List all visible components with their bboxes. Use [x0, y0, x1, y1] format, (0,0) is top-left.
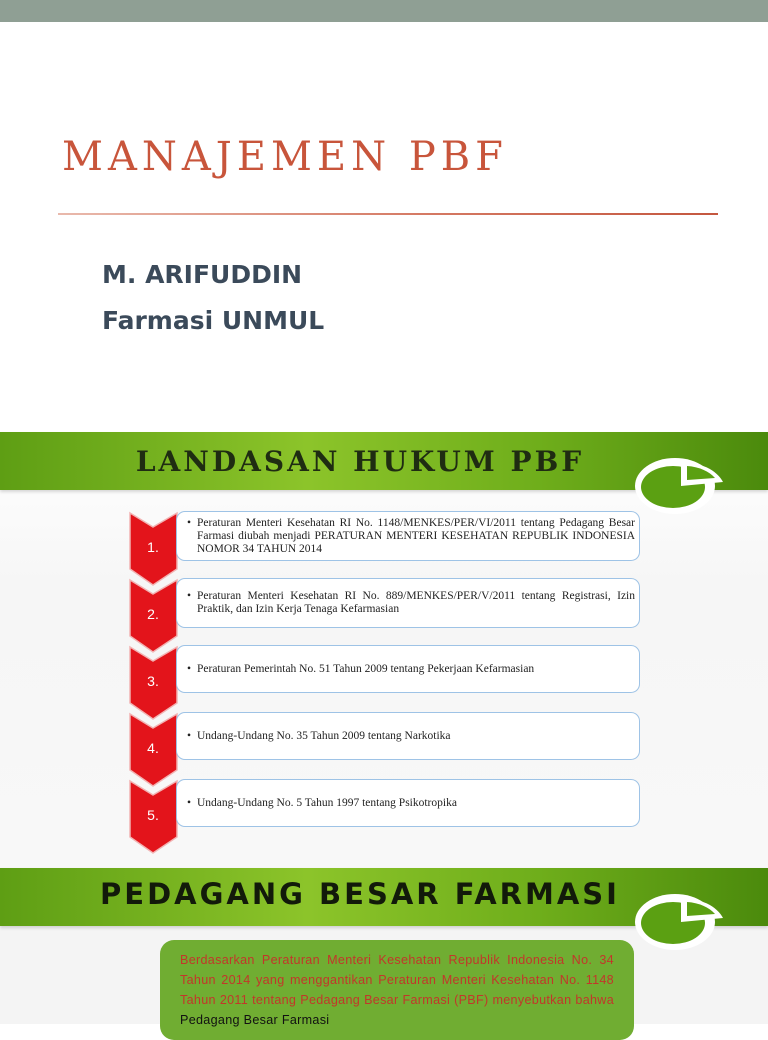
- legal-basis-item: [176, 712, 640, 760]
- chevron-step-3: [128, 645, 178, 721]
- chevron-step-2: [128, 578, 178, 654]
- legal-basis-text: • Undang-Undang No. 35 Tahun 2009 tentang Narkotika: [187, 730, 451, 743]
- author-name: M. ARIFUDDIN: [102, 260, 303, 289]
- step-number: 2.: [147, 606, 159, 622]
- legal-basis-text: • Peraturan Menteri Kesehatan RI No. 889/MENKES/PER/V/2011 tentang Registrasi, Izin Praktik, dan Izin Kerja Tenaga Kefarmasian: [187, 590, 635, 616]
- author-affiliation: Farmasi UNMUL: [102, 306, 325, 335]
- title-slide: [0, 22, 768, 432]
- legal-basis-item: [176, 779, 640, 827]
- legal-basis-item: [176, 511, 640, 561]
- top-accent-bar: [0, 0, 768, 22]
- step-number: 5.: [147, 807, 159, 823]
- legal-basis-text: • Peraturan Pemerintah No. 51 Tahun 2009 tentang Pekerjaan Kefarmasian: [187, 663, 534, 676]
- step-number: 1.: [147, 539, 159, 555]
- step-number: 3.: [147, 673, 159, 689]
- chevron-step-5: [128, 779, 178, 855]
- chevron-step-1: [128, 511, 178, 587]
- author-block: [102, 252, 324, 344]
- definition-box: [160, 940, 634, 1040]
- legal-basis-item: [176, 645, 640, 693]
- section-title: LANDASAN HUKUM PBF: [135, 445, 585, 478]
- definition-body: Berdasarkan Peraturan Menteri Kesehatan Republik Indonesia No. 34 Tahun 2014 yang menggantikan Peraturan Menteri Kesehatan No. 1148 Tahun 2011 tentang Pedagang Besar Farmasi (PBF) menyebutkan bahwa: [180, 953, 614, 1007]
- pie-chart-logo-icon-2: [627, 876, 731, 956]
- pie-chart-logo-icon: [627, 440, 731, 520]
- definition-highlight: Pedagang Besar Farmasi: [180, 1013, 330, 1027]
- section-title-2: PEDAGANG BESAR FARMASI: [100, 877, 620, 911]
- definition-text: [180, 950, 614, 1030]
- title-underline: [58, 213, 718, 215]
- chevron-step-4: [128, 712, 178, 788]
- step-number: 4.: [147, 740, 159, 756]
- legal-basis-text: • Undang-Undang No. 5 Tahun 1997 tentang Psikotropika: [187, 797, 457, 810]
- legal-basis-text: • Peraturan Menteri Kesehatan RI No. 1148/MENKES/PER/VI/2011 tentang Pedagang Besar Farmasi diubah menjadi PERATURAN MENTERI KESEHATAN REPUBLIK INDONESIA NOMOR 34 TAHUN 2014: [187, 517, 635, 556]
- slide-title: MANAJEMEN PBF: [62, 134, 508, 180]
- legal-basis-item: [176, 578, 640, 628]
